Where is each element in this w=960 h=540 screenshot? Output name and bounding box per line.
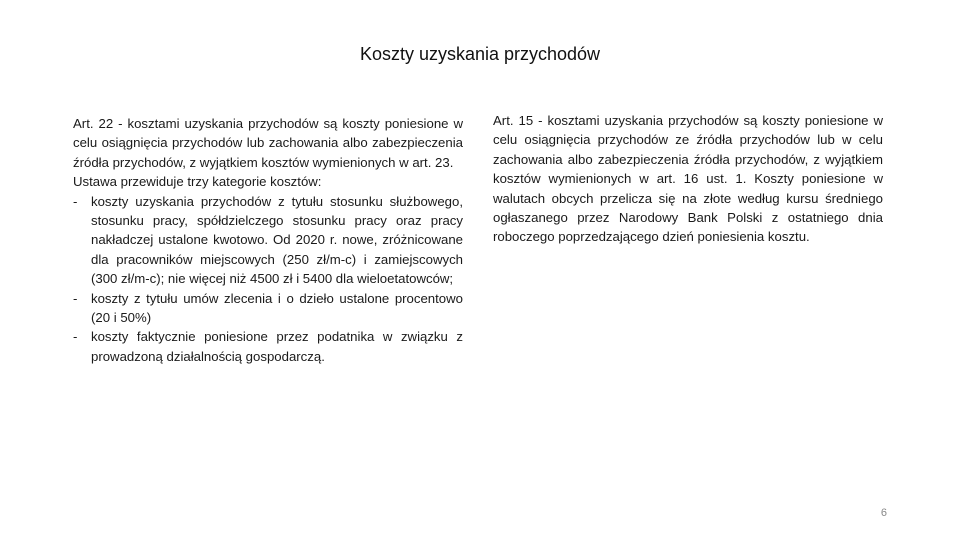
list-item-text: koszty faktycznie poniesione przez podatnika w związku z prowadzoną działalnością gospodarczą. (91, 329, 463, 364)
page-number: 6 (880, 507, 887, 519)
art-15-paragraph: Art. 15 - kosztami uzyskania przychodów są koszty poniesione w celu osiągnięcia przychodów ze źródła przychodów lub w celu zachowania albo zabezpieczenia źródła przychodów, z wyjątkiem kosztów wymienionych w art. 16 ust. 1. Koszty poniesione w walutach obcych przelicza się na złote według kursu średniego ogłaszanego przez Narodowy Bank Polski z ostatniego dnia roboczego poprzedzającego dzień poniesienia kosztu. (493, 113, 883, 245)
right-text-column (493, 111, 883, 247)
list-item (73, 192, 463, 289)
art-22-paragraph: Art. 22 - kosztami uzyskania przychodów są koszty poniesione w celu osiągnięcia przychodów lub zachowania albo zabezpieczenia źródła przychodów, z wyjątkiem kosztów wymienionych w art. 23. (73, 116, 463, 170)
left-text-column (73, 114, 463, 366)
list-item-text: koszty uzyskania przychodów z tytułu stosunku służbowego, stosunku pracy, spółdzielczego stosunku pracy oraz pracy nakładczej ustalone kwotowo. Od 2020 r. nowe, zróżnicowane dla pracowników miejscowych (250 zł/m-c) i zamiejscowych (300 zł/m-c); nie więcej niż 4500 zł i 5400 dla wieloetatowców; (91, 193, 463, 287)
bullet-dash: - (73, 290, 78, 306)
bullet-dash: - (73, 193, 78, 209)
list-item (73, 289, 463, 328)
cost-categories-intro: Ustawa przewiduje trzy kategorie kosztów: (73, 174, 322, 190)
list-item-text: koszty z tytułu umów zlecenia i o dzieło ustalone procentowo (20 i 50%) (91, 290, 463, 326)
bullet-dash: - (73, 329, 78, 345)
list-item (73, 327, 463, 366)
slide-title: Koszty uzyskania przychodów (359, 44, 601, 64)
cost-categories-list (73, 192, 463, 367)
